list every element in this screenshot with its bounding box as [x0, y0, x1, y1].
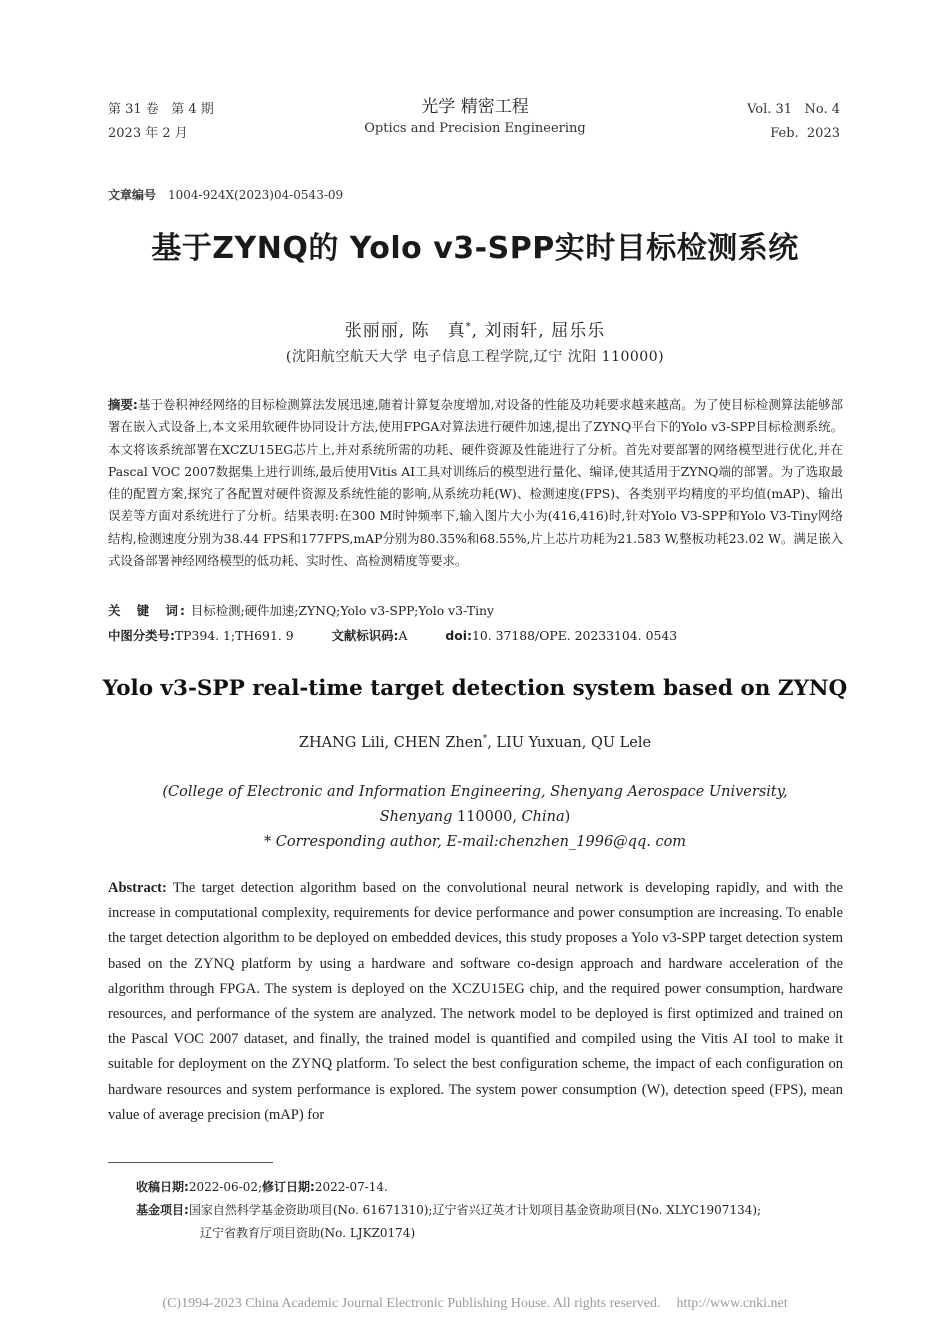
- affiliation-en-line1: (College of Electronic and Information Engineering, Shenyang Aerospace University,: [162, 784, 788, 800]
- revised-label: 修订日期:: [262, 1180, 315, 1194]
- article-number: [108, 186, 343, 203]
- keywords-cn: [108, 601, 494, 619]
- footnotes: [136, 1176, 846, 1245]
- clc-label: 中图分类号:: [108, 628, 175, 643]
- affiliation-zip: 110000,: [452, 809, 522, 825]
- header-right: [747, 98, 840, 146]
- doc-code-value: A: [398, 628, 408, 643]
- affiliation-en-line2: [0, 805, 950, 830]
- doc-code-label: 文献标识码:: [331, 628, 399, 643]
- corresponding-mark-en: *: [482, 734, 488, 744]
- title-cn: 基于ZYNQ的 Yolo v3-SPP实时目标检测系统: [151, 231, 799, 266]
- article-number-label: 文章编号: [108, 188, 157, 202]
- document-code: [332, 626, 408, 644]
- fund-line1: 国家自然科学基金资助项目(No. 61671310);辽宁省兴辽英才计划项目基金资助项目(No. XLYC1907134);: [188, 1203, 762, 1217]
- date-cn: 2023 年 2 月: [108, 126, 188, 141]
- copyright-notice: [0, 1296, 950, 1312]
- footnote-divider: [108, 1162, 273, 1163]
- received-value: 2022-06-02;: [188, 1180, 263, 1194]
- authors-en-rest: , LIU Yuxuan, QU Lele: [487, 734, 652, 751]
- article-number-value: 1004-924X(2023)04-0543-09: [168, 188, 344, 202]
- doi: [445, 628, 677, 643]
- clc-number: [108, 626, 294, 644]
- dates-line: [136, 1176, 846, 1199]
- doi-label: doi:: [445, 628, 472, 643]
- fund-line2: 辽宁省教育厅项目资助(No. LJKZ0174): [200, 1226, 416, 1240]
- journal-name-en: Optics and Precision Engineering: [364, 121, 586, 136]
- volume-cn: 第 31 卷: [108, 102, 159, 117]
- cnki-url: http://www.cnki.net: [676, 1296, 788, 1311]
- abstract-cn-text: 基于卷积神经网络的目标检测算法发展迅速,随着计算复杂度增加,对设备的性能及功耗要求越来越高。为了使目标检测算法能够部署在嵌入式设备上,本文采用软硬件协同设计方法,使用FPGA对算法进行硬件加速,提出了ZYNQ平台下的Yolo v3-SPP目标检测系统。本文将该系统部署在XCZU15EG芯片上,并对系统所需的功耗、硬件资源及性能进行了分析。首先对要部署的网络模型进行优化,并在Pascal VOC 2007数据集上进行训练,最后使用Vitis AI工具对训练后的模型进行量化、编译,使其适用于ZYNQ端的部署。为了选取最佳的配置方案,探究了各配置对硬件资源及系统性能的影响,从系统功耗(W)、检测速度(FPS)、各类别平均精度的平均值(mAP)、输出误差等方面对系统进行了分析。结果表明:在300 M时钟频率下,输入图片大小为(416,416)时,针对Yolo V3-SPP和Yolo V3-Tiny网络结构,检测速度分别为38.44 FPS和177FPS,mAP分别为80.35%和68.55%,片上芯片功耗为21.583 W,整板功耗23.02 W。满足嵌入式设备部署神经网络模型的低功耗、实时性、高检测精度等要求。: [108, 397, 843, 569]
- affiliation-country: China: [521, 809, 565, 825]
- authors-cn-first: 张丽丽, 陈 真: [344, 321, 466, 341]
- issue-en: No. 4: [804, 102, 840, 117]
- received-label: 收稿日期:: [136, 1180, 189, 1194]
- volume-issue-en: [747, 98, 840, 122]
- affiliation-en: [0, 780, 950, 855]
- abstract-cn-label: 摘要:: [108, 397, 138, 412]
- corresponding-mark-cn: *: [465, 321, 472, 333]
- abstract-cn: [108, 394, 843, 572]
- journal-name-cn: 光学 精密工程: [421, 97, 529, 117]
- volume-en: Vol. 31: [747, 102, 793, 117]
- keywords-label: 关 键 词:: [108, 603, 187, 618]
- keywords-value: 目标检测;硬件加速;ZYNQ;Yolo v3-SPP;Yolo v3-Tiny: [190, 603, 495, 618]
- authors-en-first: ZHANG Lili, CHEN Zhen: [298, 734, 483, 751]
- abstract-en: [108, 876, 843, 1128]
- revised-value: 2022-07-14.: [314, 1180, 388, 1194]
- clc-value: TP394. 1;TH691. 9: [174, 628, 294, 643]
- authors-en: [0, 734, 950, 751]
- corresponding-text: Corresponding author, E-mail:chenzhen_1996@qq. com: [275, 834, 687, 850]
- copyright-text: (C)1994-2023 China Academic Journal Electronic Publishing House. All rights reserved.: [162, 1296, 661, 1311]
- classification-line: [108, 626, 843, 644]
- authors-cn-rest: , 刘雨轩, 屈乐乐: [471, 321, 606, 341]
- authors-cn: [0, 316, 950, 341]
- title-en: Yolo v3-SPP real-time target detection system based on ZYNQ: [102, 676, 848, 701]
- corresponding-star: *: [263, 834, 276, 850]
- doi-value: 10. 37188/OPE. 20233104. 0543: [471, 628, 678, 643]
- affiliation-close: ): [564, 809, 571, 825]
- abstract-en-label: Abstract:: [108, 880, 167, 896]
- issue-cn: 第 4 期: [171, 102, 214, 117]
- affiliation-cn: (沈阳航空航天大学 电子信息工程学院,辽宁 沈阳 110000): [285, 349, 665, 365]
- corresponding-author: [0, 830, 950, 855]
- abstract-en-text: The target detection algorithm based on the convolutional neural network is developing rapidly, and with the increase in computational complexity, requirements for device performance and power consumption are increasing. To enable the target detection algorithm to be deployed on embedded devices, this study proposes a Yolo v3-SPP target detection system based on the ZYNQ platform by using a hardware and software co-design approach and hardware acceleration of the algorithm through FPGA. The system is deployed on the XCZU15EG chip, and the required power consumption, hardware resources, and performance of the system are analyzed. The network model to be deployed is first optimized and trained on the Pascal VOC 2007 dataset, and finally, the trained model is quantified and compiled using the Vitis AI tool to make it suitable for deployment on the ZYNQ platform. To select the best configuration scheme, the impact of each configuration on hardware resources and system performance is explored. The system power consumption (W), detection speed (FPS), mean value of average precision (mAP) for: [108, 880, 843, 1123]
- affiliation-city: Shenyang: [379, 809, 453, 825]
- fund-line: [136, 1199, 846, 1222]
- date-en: Feb. 2023: [770, 126, 840, 141]
- fund-label: 基金项目:: [136, 1203, 189, 1217]
